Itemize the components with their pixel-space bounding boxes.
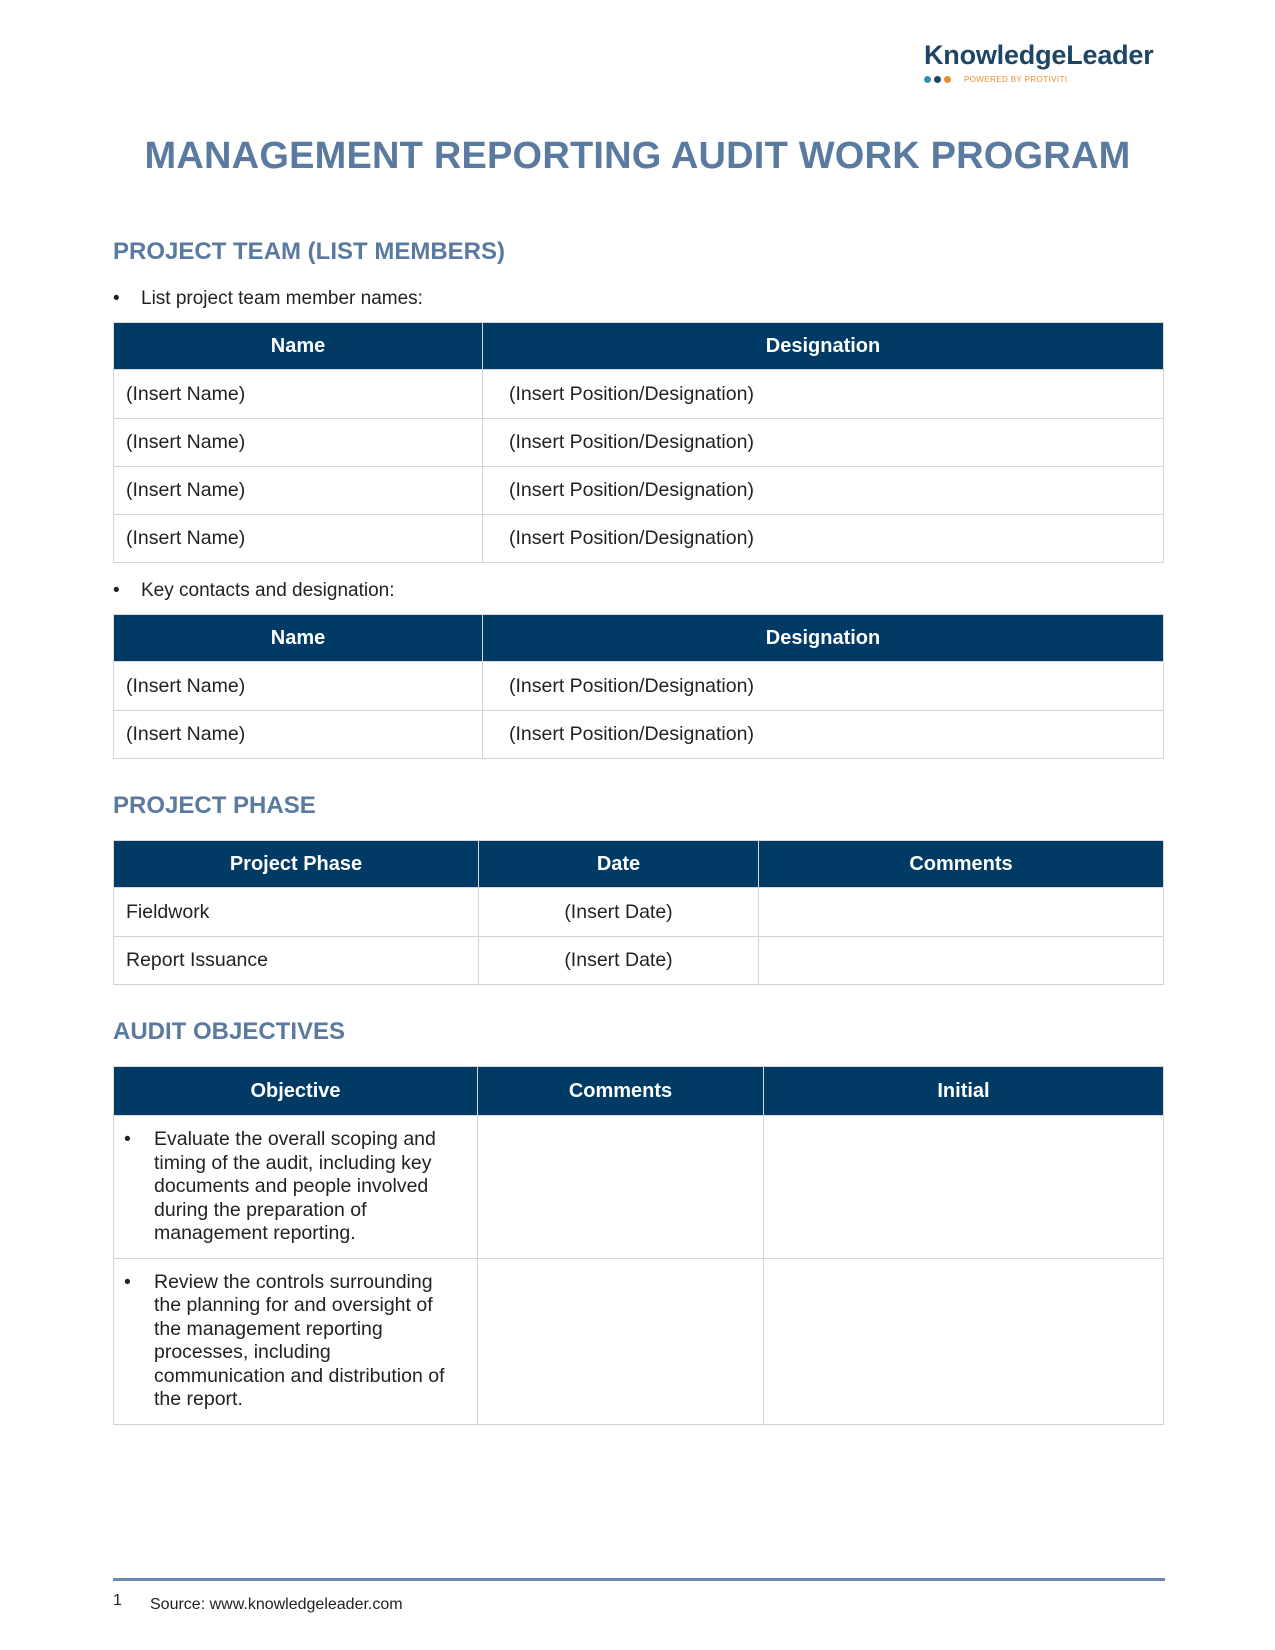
col-header-name: Name	[114, 615, 483, 662]
knowledgeleader-logo	[924, 40, 1164, 84]
initial-cell	[764, 1116, 1164, 1259]
designation-cell: (Insert Position/Designation)	[483, 711, 1164, 759]
logo-tagline-row	[924, 75, 1164, 84]
logo-dot-icon	[944, 76, 951, 83]
table-row	[114, 370, 1164, 419]
name-cell: (Insert Name)	[114, 662, 483, 711]
page-number: 1	[113, 1592, 122, 1609]
comments-cell	[759, 937, 1164, 985]
contacts-label	[113, 580, 395, 602]
date-cell: (Insert Date)	[479, 888, 759, 937]
designation-cell: (Insert Position/Designation)	[483, 662, 1164, 711]
logo-tagline: POWERED BY PROTIVITI	[964, 75, 1068, 84]
col-header-comments: Comments	[759, 841, 1164, 888]
bullet: •	[113, 288, 120, 309]
audit-objectives-table	[113, 1066, 1164, 1425]
designation-cell: (Insert Position/Designation)	[483, 467, 1164, 515]
contacts-label-text: Key contacts and designation:	[141, 580, 395, 601]
table-row	[114, 711, 1164, 759]
objective-text: Evaluate the overall scoping and timing of the audit, including key documents and people involved during the preparation of management reporting.	[154, 1128, 436, 1244]
logo-dot-icon	[934, 76, 941, 83]
objective-text: Review the controls surrounding the planning for and oversight of the management reporting processes, including communication and distribution of the report.	[154, 1270, 445, 1410]
col-header-designation: Designation	[483, 323, 1164, 370]
project-phase-table	[113, 840, 1164, 985]
name-cell: (Insert Name)	[114, 711, 483, 759]
table-row	[114, 888, 1164, 937]
designation-cell: (Insert Position/Designation)	[483, 419, 1164, 467]
date-cell: (Insert Date)	[479, 937, 759, 985]
members-label-text: List project team member names:	[141, 288, 423, 309]
logo-dot-icon	[924, 76, 931, 83]
section-heading-audit-objectives: AUDIT OBJECTIVES	[113, 1018, 346, 1045]
phase-cell: Fieldwork	[114, 888, 479, 937]
footer-divider	[113, 1578, 1165, 1581]
logo-name: KnowledgeLeader	[924, 40, 1154, 70]
initial-cell	[764, 1258, 1164, 1424]
col-header-designation: Designation	[483, 615, 1164, 662]
objective-cell	[114, 1258, 478, 1424]
designation-cell: (Insert Position/Designation)	[483, 370, 1164, 419]
table-row	[114, 937, 1164, 985]
document-title: MANAGEMENT REPORTING AUDIT WORK PROGRAM	[144, 135, 1131, 177]
col-header-comments: Comments	[478, 1067, 764, 1116]
col-header-objective: Objective	[114, 1067, 478, 1116]
comments-cell	[759, 888, 1164, 937]
team-members-table	[113, 322, 1164, 563]
source-note: Source: www.knowledgeleader.com	[150, 1596, 403, 1613]
name-cell: (Insert Name)	[114, 467, 483, 515]
members-label	[113, 288, 423, 310]
phase-cell: Report Issuance	[114, 937, 479, 985]
table-row	[114, 467, 1164, 515]
comments-cell	[478, 1116, 764, 1259]
table-row	[114, 1116, 1164, 1259]
section-heading-project-phase: PROJECT PHASE	[113, 792, 316, 819]
table-row	[114, 1258, 1164, 1424]
key-contacts-table	[113, 614, 1164, 759]
table-row	[114, 662, 1164, 711]
bullet: •	[113, 580, 120, 601]
col-header-project-phase: Project Phase	[114, 841, 479, 888]
designation-cell: (Insert Position/Designation)	[483, 515, 1164, 563]
table-row	[114, 419, 1164, 467]
name-cell: (Insert Name)	[114, 370, 483, 419]
bullet: •	[124, 1270, 131, 1293]
bullet: •	[124, 1128, 131, 1150]
col-header-name: Name	[114, 323, 483, 370]
objective-cell	[114, 1116, 478, 1259]
name-cell: (Insert Name)	[114, 419, 483, 467]
col-header-initial: Initial	[764, 1067, 1164, 1116]
name-cell: (Insert Name)	[114, 515, 483, 563]
comments-cell	[478, 1258, 764, 1424]
col-header-date: Date	[479, 841, 759, 888]
table-row	[114, 515, 1164, 563]
section-heading-project-team: PROJECT TEAM (LIST MEMBERS)	[113, 238, 506, 265]
